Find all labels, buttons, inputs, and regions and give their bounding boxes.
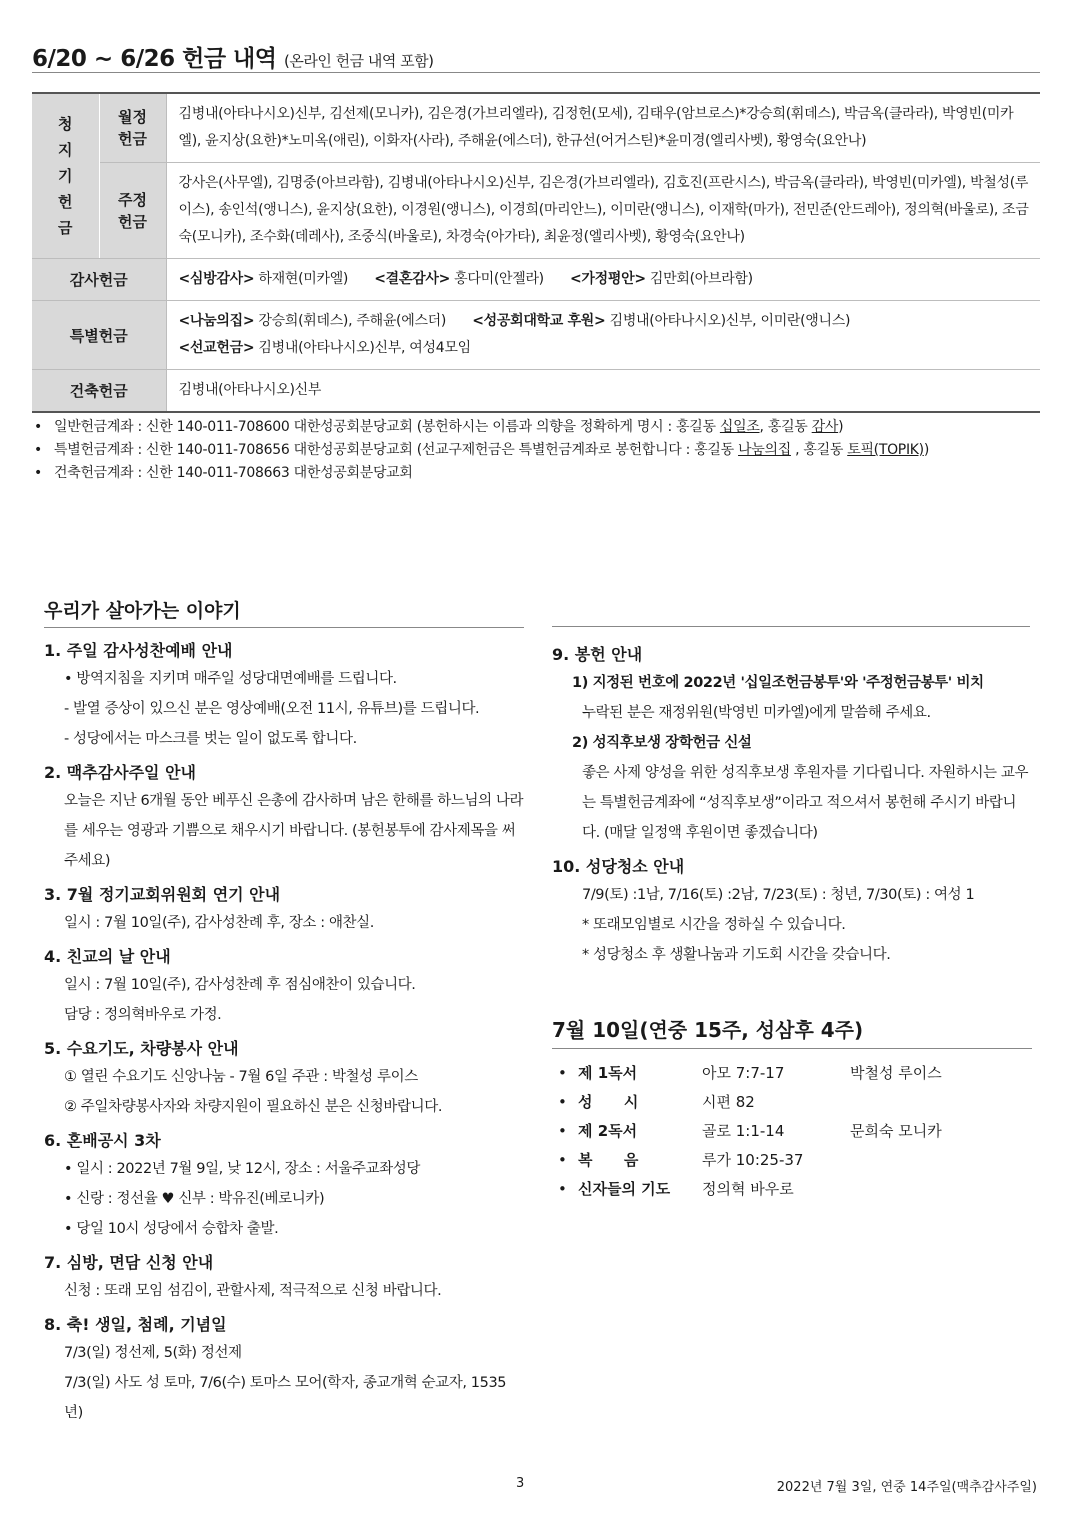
page-number: 3	[516, 1476, 525, 1491]
reading-reader: 박철성 루이스	[850, 1064, 942, 1082]
special-tag: <성공회대학교 후원>	[472, 313, 606, 329]
special-value: 강승희(휘데스), 주해윤(에스더)	[258, 313, 447, 329]
weekly-row	[32, 163, 1040, 259]
story-6-line: • 당일 10시 성당에서 승합차 출발.	[64, 1221, 279, 1237]
account-list	[32, 416, 929, 485]
story-2-text: 오늘은 지난 6개월 동안 베푸신 은총에 감사하며 남은 한해를 하느님의 나라를 세우는 영광과 기쁨으로 채우시기 바랍니다. (봉헌봉투에 감사제목을 써주세요)	[64, 793, 524, 869]
offering-subtitle: (온라인 헌금 내역 포함)	[284, 52, 434, 70]
building-names: 김병내(아타나시오)신부	[166, 370, 1040, 413]
story-4-line: 일시 : 7월 10일(주), 감사성찬례 후 점심애찬이 있습니다.	[64, 977, 416, 993]
reading-row	[552, 1146, 942, 1175]
monthly-category: 월정 헌금	[99, 93, 166, 163]
offering-title	[32, 40, 433, 73]
thanks-example: 감사	[811, 419, 839, 435]
reading-row	[552, 1117, 942, 1146]
story-7-title: 7. 심방, 면담 신청 안내	[44, 1253, 214, 1272]
reading-reference: 시편 82	[702, 1093, 755, 1111]
story-8-title: 8. 축! 생일, 첨례, 기념일	[44, 1315, 227, 1334]
story-5-line: ① 열린 수요기도 신앙나눔 - 7월 6일 주관 : 박철성 루이스	[64, 1069, 418, 1085]
story-5-title: 5. 수요기도, 차량봉사 안내	[44, 1039, 239, 1058]
reading-reference: 골로 1:1-14	[702, 1122, 785, 1140]
bullet: •	[558, 1180, 567, 1198]
reading-reference: 정의혁 바우로	[702, 1180, 794, 1198]
reading-reader	[850, 1175, 942, 1204]
special-tag: <나눔의집>	[178, 313, 255, 329]
bullet: •	[558, 1151, 567, 1169]
weekly-names: 강사은(사무엘), 김명중(아브라함), 김병내(아타나시오)신부, 김은경(가브리엘라), 김호진(프란시스), 박금옥(클라라), 박영빈(미카엘), 박철성(루이스), 송인석(앵니스), 윤지상(요한), 이경원(앵니스), 이경희(마리안느), 이미란(앵니스), 이재학(마가), 전민준(안드레아), 정의혁(바울로), 조금숙(모니카), 조수화(데레사), 조중식(바울로), 차경숙(아가타), 최윤정(엘리사벳), 황영숙(요안나)	[166, 163, 1040, 259]
reading-label: 제 2독서	[578, 1122, 638, 1140]
story-9-title: 9. 봉헌 안내	[552, 645, 643, 664]
stories-left-column	[44, 596, 524, 1428]
story-6-line: • 신랑 : 정선율 ♥ 신부 : 박유진(베로니카)	[64, 1191, 325, 1207]
story-1-line: - 성당에서는 마스크를 벗는 일이 없도록 합니다.	[64, 731, 357, 747]
reading-label: 성 시	[578, 1093, 639, 1111]
building-row	[32, 370, 1040, 413]
special-row	[32, 301, 1040, 370]
building-account-text: 건축헌금계좌 : 신한 140-011-708663 대한성공회분당교회	[54, 465, 413, 481]
story-8-line: 7/3(일) 사도 성 토마, 7/6(수) 토마스 모어(학자, 종교개혁 순교자, 1535년)	[64, 1375, 507, 1421]
reading-label: 제 1독서	[578, 1064, 638, 1082]
bullet: •	[558, 1064, 567, 1082]
story-1-title: 1. 주일 감사성찬예배 안내	[44, 641, 233, 660]
bullet: •	[558, 1093, 567, 1111]
general-account-end: )	[838, 419, 844, 435]
reading-reader	[850, 1146, 942, 1175]
building-account	[32, 462, 929, 485]
stories-title: 우리가 살아가는 이야기	[44, 596, 524, 628]
reading-reference: 아모 7:7-17	[702, 1064, 785, 1082]
thanks-row	[32, 259, 1040, 301]
story-7-text: 신청 : 또래 모임 섬김이, 관할사제, 적극적으로 신청 바랍니다.	[64, 1283, 442, 1299]
building-category: 건축헌금	[32, 370, 166, 413]
offering-table	[32, 92, 1040, 413]
monthly-names: 김병내(아타나시오)신부, 김선제(모니카), 김은경(가브리엘라), 김정헌(모세), 김태우(암브로스)*강승희(휘데스), 박금옥(클라라), 박영빈(미카엘), 윤지상(요한)*노미옥(애린), 이화자(사라), 주해윤(에스더), 한규선(어거스틴)*윤미경(엘리사벳), 황영숙(요안나)	[166, 93, 1040, 163]
reading-label: 신자들의 기도	[578, 1180, 671, 1198]
special-account	[32, 439, 929, 462]
story-3-text: 일시 : 7월 10일(주), 감사성찬례 후, 장소 : 애찬실.	[64, 915, 374, 931]
sunday-title: 7월 10일(연중 15주, 성삼후 4주)	[552, 1014, 1032, 1049]
title-divider	[32, 72, 1040, 73]
story-4-line: 담당 : 정의혁바우로 가정.	[64, 1007, 222, 1023]
special-category: 특별헌금	[32, 301, 166, 370]
general-account-text: 일반헌금계좌 : 신한 140-011-708600 대한성공회분당교회 (봉헌하시는 이름과 의향을 정확하게 명시 : 홍길동	[54, 419, 720, 435]
story-10-line: 7/9(토) :1남, 7/16(토) :2남, 7/23(토) : 청년, 7/30(토) : 여성 1	[582, 887, 975, 903]
thanks-tag: <결혼감사>	[374, 271, 451, 287]
reading-row	[552, 1175, 942, 1204]
story-9-sub-1-text: 누락된 분은 재정위원(박영빈 미카엘)에게 말씀해 주세요.	[582, 705, 931, 721]
reading-reader	[850, 1088, 942, 1117]
thanks-value: 홍다미(안젤라)	[454, 271, 544, 287]
story-4-title: 4. 친교의 날 안내	[44, 947, 171, 966]
offering-title-text: 6/20 ~ 6/26 헌금 내역	[32, 46, 277, 72]
thanks-value: 김만회(아브라함)	[649, 271, 753, 287]
special-names	[166, 301, 1040, 370]
stories-right-column	[552, 626, 1032, 1204]
story-5-line: ② 주일차량봉사자와 차량지원이 필요하신 분은 신청바랍니다.	[64, 1099, 443, 1115]
general-account	[32, 416, 929, 439]
story-1-line: - 발열 증상이 있으신 분은 영상예배(오전 11시, 유튜브)를 드립니다.	[64, 701, 480, 717]
reading-row	[552, 1088, 942, 1117]
reading-reader: 문희숙 모니카	[850, 1122, 942, 1140]
monthly-row	[32, 93, 1040, 163]
special-account-mid: , 홍길동	[790, 442, 848, 458]
special-account-text: 특별헌금계좌 : 신한 140-011-708656 대한성공회분당교회 (선교구제헌금은 특별헌금계좌로 봉헌합니다 : 홍길동	[54, 442, 739, 458]
bullet: •	[558, 1122, 567, 1140]
general-account-mid: , 홍길동	[759, 419, 812, 435]
story-8-line: 7/3(일) 정선제, 5(화) 정선제	[64, 1345, 242, 1361]
thanks-category: 감사헌금	[32, 259, 166, 301]
thanks-tag: <가정평안>	[570, 271, 646, 287]
special-tag: <선교헌금>	[178, 340, 255, 356]
topik-example: 토픽(TOPIK)	[847, 442, 924, 458]
sharing-house-example: 나눔의집	[738, 442, 791, 458]
thanks-tag: <심방감사>	[178, 271, 255, 287]
tithe-category: 청 지 기 헌 금	[32, 93, 99, 259]
story-10-line: * 성당청소 후 생활나눔과 기도회 시간을 갖습니다.	[582, 947, 891, 963]
special-account-end: )	[923, 442, 929, 458]
special-value: 김병내(아타나시오)신부, 여성4모임	[258, 340, 471, 356]
story-3-title: 3. 7월 정기교회위원회 연기 안내	[44, 885, 281, 904]
thanks-value: 하재현(미카엘)	[258, 271, 349, 287]
tithe-example: 십일조	[719, 419, 760, 435]
reading-label: 복 음	[578, 1151, 639, 1169]
special-value: 김병내(아타나시오)신부, 이미란(앵니스)	[609, 313, 851, 329]
story-10-line: * 또래모임별로 시간을 정하실 수 있습니다.	[582, 917, 846, 933]
story-9-sub-1: 1) 지정된 번호에 2022년 '십일조헌금봉투'와 '주정헌금봉투' 비치	[572, 675, 984, 691]
story-1-line: • 방역지침을 지키며 매주일 성당대면예배를 드립니다.	[64, 671, 397, 687]
footer-date: 2022년 7월 3일, 연중 14주일(맥추감사주일)	[776, 1480, 1037, 1495]
readings-table	[552, 1059, 942, 1204]
story-10-title: 10. 성당청소 안내	[552, 857, 685, 876]
weekly-category: 주정 헌금	[99, 163, 166, 259]
story-6-line: • 일시 : 2022년 7월 9일, 낮 12시, 장소 : 서울주교좌성당	[64, 1161, 420, 1177]
story-2-title: 2. 맥추감사주일 안내	[44, 763, 196, 782]
story-6-title: 6. 혼배공시 3차	[44, 1131, 161, 1150]
reading-row	[552, 1059, 942, 1088]
reading-reference: 루가 10:25-37	[702, 1151, 804, 1169]
story-9-sub-2-text: 좋은 사제 양성을 위한 성직후보생 후원자를 기다립니다. 자원하시는 교우는 특별헌금계좌에 “성직후보생”이라고 적으셔서 봉헌해 주시기 바랍니다. (매달 일정액 후원이면 좋겠습니다)	[582, 765, 1029, 841]
thanks-names	[166, 259, 1040, 301]
story-9-sub-2: 2) 성직후보생 장학헌금 신설	[572, 735, 752, 751]
